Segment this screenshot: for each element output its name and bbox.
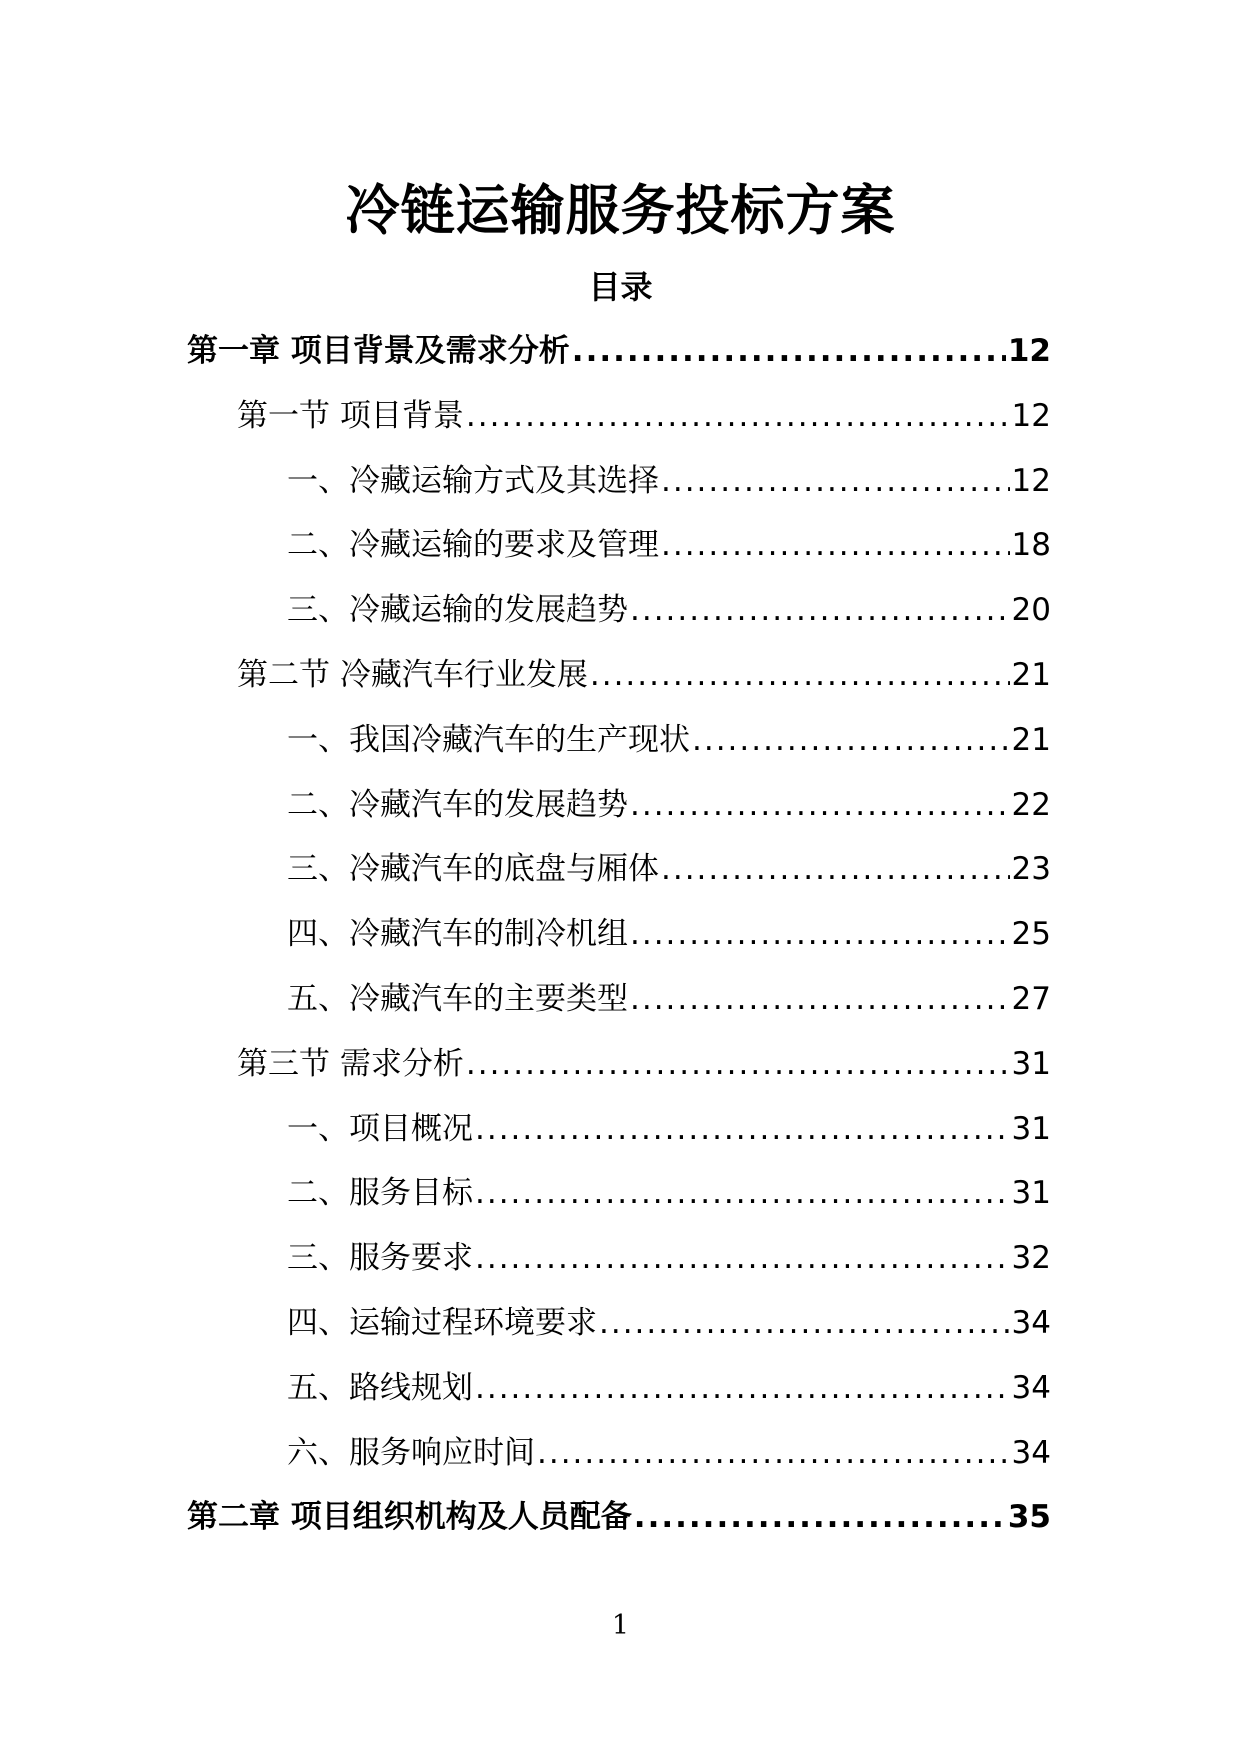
- toc-entry-label: 四、冷藏汽车的制冷机组: [287, 916, 628, 953]
- toc-entry[interactable]: [237, 389, 1051, 439]
- toc-dot-leader: [661, 522, 1010, 568]
- toc-entry[interactable]: [287, 1296, 1051, 1346]
- toc-dot-leader: [692, 717, 1010, 763]
- toc-entry-page: 23: [1011, 851, 1051, 888]
- toc-dot-leader: [661, 458, 1010, 504]
- toc-dot-leader: [466, 393, 1010, 439]
- toc-entry-label: 第二章 项目组织机构及人员配备: [187, 1499, 632, 1536]
- toc-dot-leader: [475, 1235, 1010, 1281]
- toc-entry[interactable]: [287, 778, 1051, 828]
- toc-entry-page: 21: [1011, 657, 1051, 693]
- toc-entry[interactable]: [287, 972, 1051, 1022]
- toc-entry-label: 四、运输过程环境要求: [287, 1305, 597, 1341]
- toc-entry-page: 31: [1011, 1045, 1051, 1082]
- toc-dot-leader: [475, 1170, 1010, 1216]
- toc-entry[interactable]: [287, 583, 1051, 633]
- toc-entry[interactable]: [237, 1037, 1051, 1087]
- toc-dot-leader: [630, 782, 1010, 828]
- toc-dot-leader: [590, 652, 1010, 698]
- toc-dot-leader: [630, 911, 1010, 957]
- toc-dot-leader: [475, 1365, 1010, 1411]
- toc-entry[interactable]: [287, 1426, 1051, 1476]
- toc-entry[interactable]: [287, 1231, 1051, 1281]
- toc-entry-label: 二、冷藏汽车的发展趋势: [287, 786, 628, 823]
- toc-entry-page: 20: [1011, 592, 1051, 629]
- toc-entry-page: 21: [1011, 721, 1051, 758]
- toc-entry-label: 一、我国冷藏汽车的生产现状: [287, 721, 690, 758]
- toc-entry-label: 二、冷藏运输的要求及管理: [287, 527, 659, 564]
- toc-entry[interactable]: [187, 324, 1051, 374]
- toc-entry-page: 27: [1011, 981, 1051, 1017]
- toc-entry[interactable]: [287, 518, 1051, 568]
- toc-entry-label: 第一节 项目背景: [237, 397, 464, 434]
- toc-dot-leader: [599, 1300, 1010, 1346]
- toc-entry[interactable]: [287, 1361, 1051, 1411]
- toc-dot-leader: [572, 328, 1006, 374]
- toc-entry[interactable]: [287, 1166, 1051, 1216]
- toc-entry-page: 12: [1011, 462, 1051, 499]
- toc-entry-page: 12: [1011, 397, 1051, 434]
- toc-entry[interactable]: [287, 1102, 1051, 1152]
- toc-entry-label: 五、冷藏汽车的主要类型: [287, 981, 628, 1017]
- toc-entry[interactable]: [287, 842, 1051, 892]
- toc-dot-leader: [466, 1041, 1010, 1087]
- toc-dot-leader: [537, 1430, 1010, 1476]
- toc-entry-label: 三、冷藏运输的发展趋势: [287, 592, 628, 629]
- toc-entry-label: 一、冷藏运输方式及其选择: [287, 462, 659, 499]
- toc-entry-page: 25: [1011, 916, 1051, 953]
- toc-entry-label: 第一章 项目背景及需求分析: [187, 333, 570, 369]
- toc-entry-page: 22: [1011, 786, 1051, 823]
- toc-entry-label: 第二节 冷藏汽车行业发展: [237, 657, 588, 693]
- toc-entry-page: 34: [1011, 1305, 1051, 1341]
- toc-entry-page: 35: [1007, 1499, 1051, 1536]
- document-title: 冷链运输服务投标方案: [345, 179, 896, 242]
- toc-entry-label: 三、冷藏汽车的底盘与厢体: [287, 851, 659, 888]
- toc-entry-label: 三、服务要求: [287, 1240, 473, 1277]
- toc-entry[interactable]: [287, 907, 1051, 957]
- toc-entry[interactable]: [287, 454, 1051, 504]
- toc-entry-page: 34: [1011, 1369, 1051, 1406]
- toc-entry-page: 31: [1011, 1110, 1051, 1147]
- toc-dot-leader: [661, 846, 1010, 892]
- toc-heading: 目录: [588, 268, 653, 306]
- toc-entry-label: 第三节 需求分析: [237, 1045, 464, 1082]
- toc-entry-page: 12: [1007, 333, 1051, 369]
- page-number: 1: [611, 1610, 630, 1641]
- toc-entry[interactable]: [287, 713, 1051, 763]
- toc-dot-leader: [634, 1494, 1006, 1540]
- toc-entry-page: 32: [1011, 1240, 1051, 1277]
- toc-dot-leader: [475, 1106, 1010, 1152]
- toc-dot-leader: [630, 587, 1010, 633]
- toc-entry-label: 一、项目概况: [287, 1110, 473, 1147]
- toc-entry-page: 18: [1011, 527, 1051, 564]
- toc-entry-label: 六、服务响应时间: [287, 1434, 535, 1471]
- toc-entry-page: 31: [1011, 1175, 1051, 1212]
- toc-entry[interactable]: [187, 1490, 1051, 1540]
- toc-entry[interactable]: [237, 648, 1051, 698]
- toc-entry-page: 34: [1011, 1434, 1051, 1471]
- toc-dot-leader: [630, 976, 1010, 1022]
- toc-entry-label: 二、服务目标: [287, 1175, 473, 1212]
- toc-entry-label: 五、路线规划: [287, 1369, 473, 1406]
